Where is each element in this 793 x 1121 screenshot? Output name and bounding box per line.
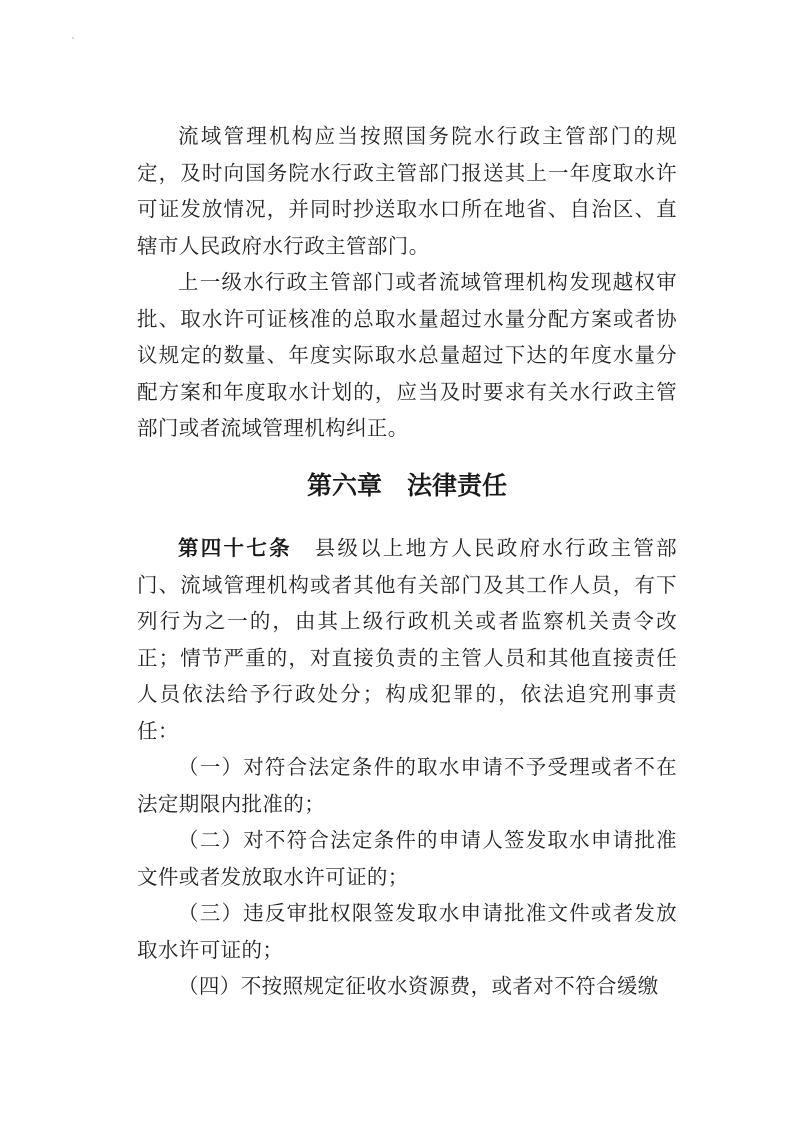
article-item-2: （二）对不符合法定条件的申请人签发取水申请批准文件或者发放取水许可证的； (137, 828, 677, 889)
article-item-3: （三）违反审批权限签发取水申请批准文件或者发放取水许可证的； (137, 901, 677, 962)
article-item-1: （一）对符合法定条件的取水申请不予受理或者不在法定期限内批准的； (137, 755, 677, 816)
article-item-4: （四）不按照规定征收水资源费，或者对不符合缓缴 (178, 974, 659, 998)
article-47-block (137, 530, 677, 1005)
chapter-title: 第六章 法律责任 (306, 471, 507, 500)
paragraph-2: 上一级水行政主管部门或者流域管理机构发现越权审批、取水许可证核准的总取水量超过水量分配方案或者协议规定的数量、年度实际取水总量超过下达的年度水量分配方案和年度取水计划的，应当及时要求有关水行政主管部门或者流域管理机构纠正。 (137, 270, 677, 440)
article-intro-text: 县级以上地方人民政府水行政主管部门、流域管理机构或者其他有关部门及其工作人员，有下列行为之一的，由其上级行政机关或者监察机关责令改正；情节严重的，对直接负责的主管人员和其他直接责任人员依法给予行政处分；构成犯罪的，依法追究刑事责任： (137, 536, 678, 743)
article-spacer (292, 536, 315, 560)
paragraph-1: 流域管理机构应当按照国务院水行政主管部门的规定，及时向国务院水行政主管部门报送其上一年度取水许可证发放情况，并同时抄送取水口所在地省、自治区、直辖市人民政府水行政主管部门。 (137, 124, 677, 258)
scan-speck (72, 37, 74, 39)
article-number: 第四十七条 (178, 536, 292, 560)
upper-text-block (137, 118, 677, 447)
article-47-intro-paragraph (137, 530, 677, 749)
